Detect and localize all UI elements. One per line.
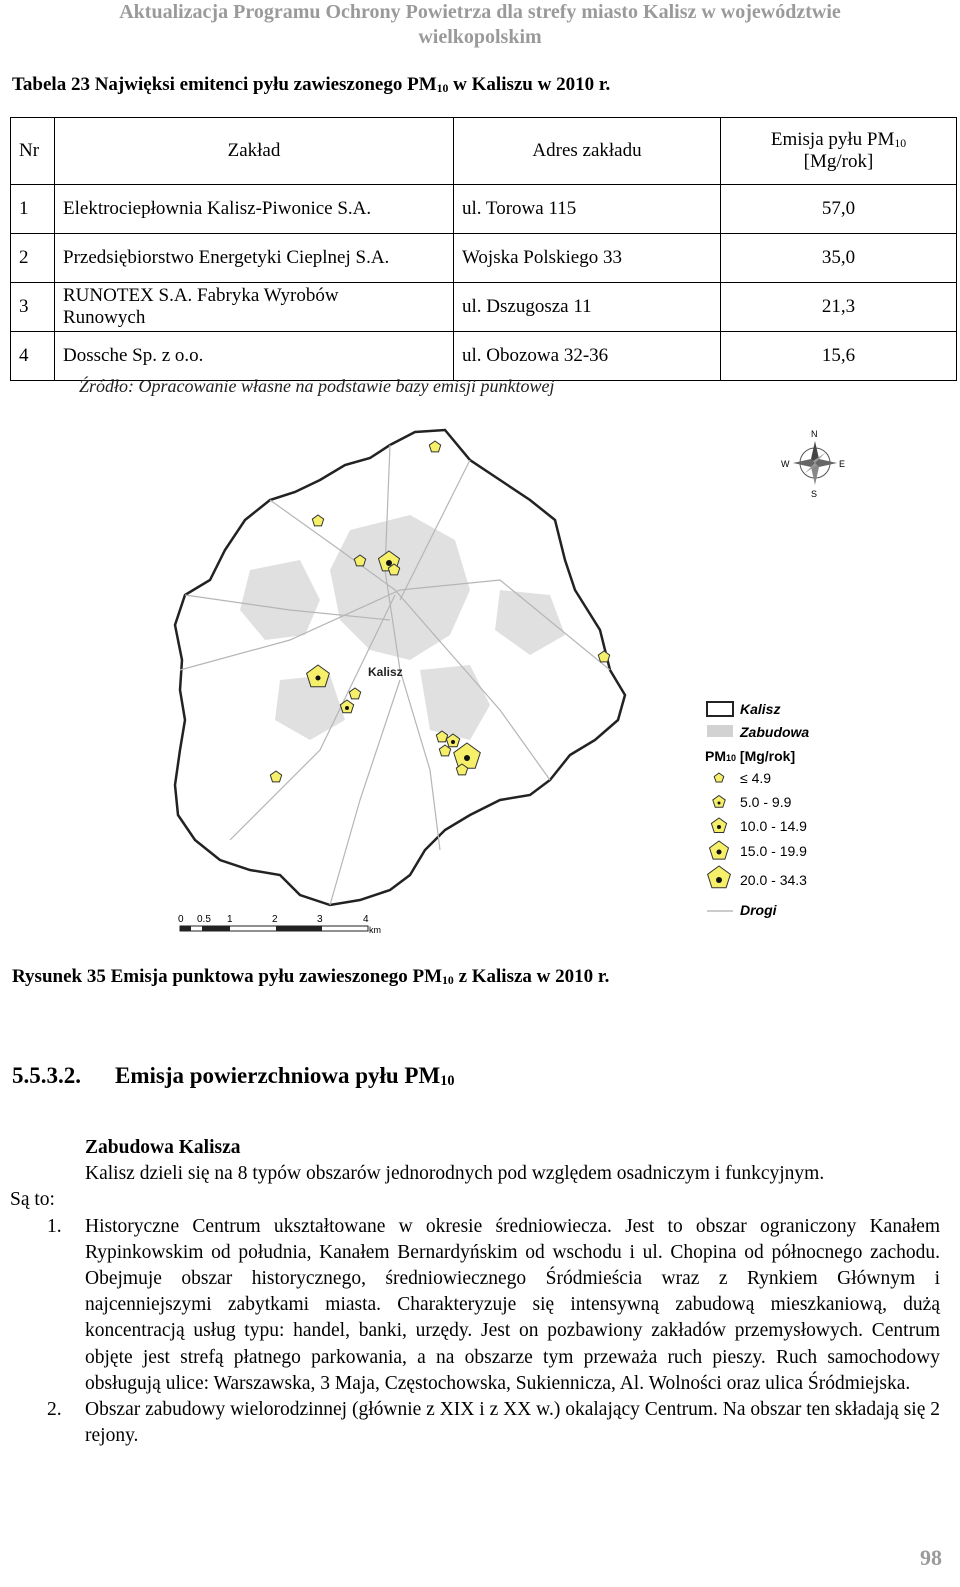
compass-label-n: N: [811, 429, 818, 439]
cell-emisja: 15,6: [721, 332, 957, 381]
cell-nr: 3: [11, 283, 55, 332]
table-caption-text: Tabela 23 Najwięksi emitenci pyłu zawieszonego PM: [12, 74, 437, 95]
legend-title-pm: [705, 748, 795, 764]
emisja-header-unit: [Mg/rok]: [803, 151, 874, 172]
col-header-nr: Nr: [11, 118, 55, 185]
emission-marker-center: [316, 676, 321, 681]
scale-bar-segment: [276, 926, 322, 931]
emitters-table: [10, 117, 957, 381]
scale-label: 3: [317, 914, 323, 925]
map-legend: [705, 701, 809, 918]
table-row: [11, 332, 957, 381]
figure-caption-tail: z Kalisza w 2010 r.: [453, 966, 610, 987]
legend-marker-class-5-center: [716, 877, 722, 883]
table-row: [11, 283, 957, 332]
list-item-number: 2.: [47, 1399, 62, 1421]
cell-emisja: 35,0: [721, 234, 957, 283]
list-item-text: Obszar zabudowy wielorodzinnej (głównie z XIX i z XX w.) okalający Centrum. Na obszar ten składają się 2 rejony.: [85, 1399, 940, 1447]
emission-marker-center: [345, 706, 349, 710]
cell-emisja: 57,0: [721, 185, 957, 234]
legend-swatch-kalisz: [707, 702, 733, 716]
emisja-header-sub: 10: [894, 136, 907, 150]
section-heading: [12, 1063, 454, 1089]
cell-adres: ul. Obozowa 32-36: [454, 332, 721, 381]
legend-swatch-zabudowa: [707, 725, 733, 737]
legend-label-class-4: 15.0 - 19.9: [740, 843, 807, 859]
section-title-sub: 10: [440, 1073, 455, 1090]
cell-nr: 4: [11, 332, 55, 381]
scale-bar-segment: [202, 926, 230, 931]
compass-arrow-w: [793, 459, 815, 467]
legend-label-zabudowa: Zabudowa: [740, 724, 810, 740]
legend-marker-class-5: [708, 866, 731, 888]
list-item: [10, 1214, 940, 1397]
intro-paragraph: Kalisz dzieli się na 8 typów obszarów jednorodnych pod względem osadniczym i funkcyjnym.: [85, 1163, 825, 1185]
emission-marker-center: [386, 560, 392, 566]
compass-label-e: E: [839, 459, 846, 469]
scale-label: 4: [363, 914, 369, 925]
emission-marker-center: [451, 740, 455, 744]
legend-title-pm-unit: [Mg/rok]: [736, 748, 796, 764]
list-item-text: Historyczne Centrum ukształtowane w okresie średniowiecza. Jest to obszar ograniczony Kanałem Rypinkowskim od południa, Kanałem Bernardyńskim od wschodu i ul. Chopina od północnego zachodu. Obejmuje obszar historycznego, średniowiecznego Śródmieścia wraz z Rynkiem Głównym i najcenniejszymi zabytkami miasta. Charakteryzuje się intensywną zabudową mieszkaniową, dużą koncentracją usług typu: handel, banki, urzędy. Jest on pozbawiony zakładów przemysłowych. Centrum objęte jest strefą płatnego parkowania, a na obszarze tym przeważa ruch pieszy. Ruch samochodowy obsługują ulice: Warszawska, 3 Maja, Częstochowska, Sukiennicza, Al. Wolności oraz ulica Śródmiejska.: [85, 1215, 940, 1394]
header-line-2: wielkopolskim: [418, 26, 542, 48]
emission-marker-center: [464, 755, 470, 761]
cell-zaklad: Dossche Sp. z o.o.: [55, 332, 454, 381]
scale-bar: [178, 914, 381, 935]
scale-label: 0: [178, 914, 184, 925]
legend-title-pm-text: PM: [705, 748, 726, 764]
legend-title-pm-sub: 10: [726, 753, 737, 763]
subheading: Zabudowa Kalisza: [85, 1137, 241, 1158]
running-header: [0, 0, 960, 50]
cell-adres: Wojska Polskiego 33: [454, 234, 721, 283]
emisja-header-text: Emisja pyłu PM: [770, 129, 895, 150]
cell-emisja: 21,3: [721, 283, 957, 332]
scale-label: 2: [272, 914, 278, 925]
col-header-emisja: [721, 118, 957, 185]
table-caption: [12, 74, 610, 96]
list-item: [10, 1397, 940, 1449]
legend-marker-class-4-center: [717, 850, 722, 855]
legend-marker-class-2-center: [718, 802, 721, 805]
table-header-row: [11, 118, 957, 185]
compass-label-w: W: [781, 459, 790, 469]
legend-label-class-3: 10.0 - 14.9: [740, 818, 807, 834]
scale-label: 0.5: [197, 914, 211, 925]
section-title-text: Emisja powierzchniowa pyłu PM: [115, 1063, 441, 1088]
legend-label-kalisz: Kalisz: [740, 701, 781, 717]
cell-zaklad: Elektrociepłownia Kalisz-Piwonice S.A.: [55, 185, 454, 234]
legend-marker-class-3-center: [717, 825, 721, 829]
scale-bar-segment: [180, 926, 191, 931]
emission-map: [170, 420, 910, 945]
compass-arrow-e: [815, 459, 837, 467]
list-item-number: 1.: [47, 1215, 62, 1237]
page-number: 98: [920, 1545, 942, 1570]
legend-marker-class-1: [714, 773, 724, 782]
figure-caption-sub: 10: [442, 973, 454, 987]
header-line-1: Aktualizacja Programu Ochrony Powietrza dla strefy miasto Kalisz w województwie: [119, 1, 841, 23]
compass-rose-icon: [781, 429, 845, 499]
legend-label-drogi: Drogi: [740, 902, 777, 918]
legend-label-class-2: 5.0 - 9.9: [740, 794, 792, 810]
compass-label-s: S: [811, 489, 818, 499]
legend-marker-class-2: [713, 796, 725, 808]
legend-label-class-5: 20.0 - 34.3: [740, 872, 807, 888]
figure-caption: [12, 966, 609, 988]
legend-label-class-1: ≤ 4.9: [740, 770, 772, 786]
body-text: [10, 1135, 940, 1449]
cell-adres: ul. Dszugosza 11: [454, 283, 721, 332]
table-source-note: Źródło: Opracowanie własne na podstawie bazy emisji punktowej: [79, 376, 555, 396]
list-intro: Są to:: [10, 1189, 55, 1211]
col-header-zaklad: Zakład: [55, 118, 454, 185]
cell-nr: 1: [11, 185, 55, 234]
col-header-adres: Adres zakładu: [454, 118, 721, 185]
scale-unit: km: [369, 925, 381, 935]
cell-adres: ul. Torowa 115: [454, 185, 721, 234]
cell-zaklad: Przedsiębiorstwo Energetyki Cieplnej S.A.: [55, 234, 454, 283]
cell-nr: 2: [11, 234, 55, 283]
city-label: Kalisz: [368, 665, 403, 679]
table-caption-tail: w Kaliszu w 2010 r.: [448, 74, 611, 95]
table-row: [11, 234, 957, 283]
scale-label: 1: [227, 914, 233, 925]
figure-caption-text: Rysunek 35 Emisja punktowa pyłu zawieszonego PM: [12, 966, 443, 987]
table-row: [11, 185, 957, 234]
table-caption-sub: 10: [436, 81, 449, 95]
section-number: 5.5.3.2.: [12, 1063, 81, 1088]
cell-zaklad: RUNOTEX S.A. Fabryka Wyrobów Runowych: [55, 283, 454, 332]
